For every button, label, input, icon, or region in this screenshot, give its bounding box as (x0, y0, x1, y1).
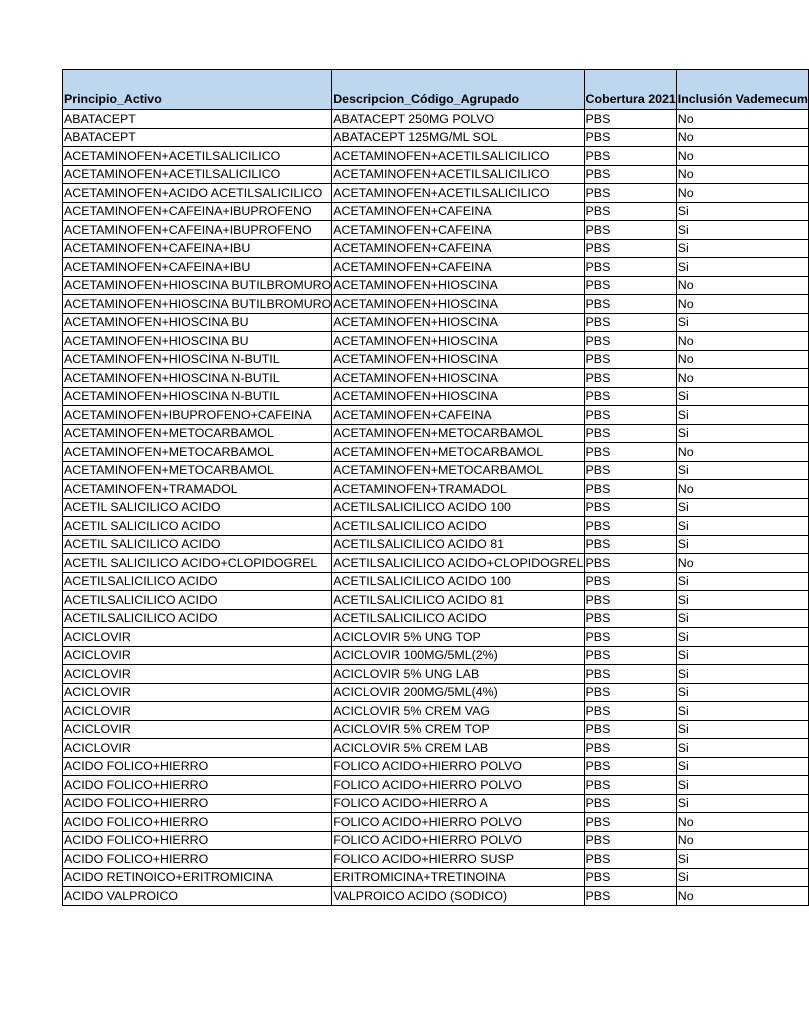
cell-principio-activo[interactable]: ACIDO FOLICO+HIERRO (63, 776, 332, 795)
cell-principio-activo[interactable]: ACETAMINOFEN+ACETILSALICILICO (63, 147, 332, 166)
cell-principio-activo[interactable]: ACICLOVIR (63, 683, 332, 702)
table-row (63, 683, 809, 702)
cell-principio-activo[interactable]: ACETIL SALICILICO ACIDO+CLOPIDOGREL (63, 554, 332, 573)
table-row (63, 276, 809, 295)
table-row (63, 554, 809, 573)
cell-descripcion[interactable]: ACETAMINOFEN+CAFEINA (332, 202, 584, 221)
cell-descripcion[interactable]: ACETILSALICILICO ACIDO 81 (332, 591, 584, 610)
header-cobertura[interactable]: Cobertura 2021 (584, 70, 676, 110)
table-row (63, 628, 809, 647)
cell-descripcion[interactable]: ACETILSALICILICO ACIDO 100 (332, 572, 584, 591)
cell-cobertura[interactable]: PBS (584, 221, 676, 240)
table-row (63, 517, 809, 536)
cell-descripcion[interactable]: ACETAMINOFEN+CAFEINA (332, 258, 584, 277)
cell-descripcion[interactable]: ACETAMINOFEN+CAFEINA (332, 221, 584, 240)
cell-inclusion[interactable]: Si (676, 720, 808, 739)
cell-inclusion[interactable]: No (676, 332, 808, 351)
cell-descripcion[interactable]: ACETILSALICILICO ACIDO (332, 609, 584, 628)
cell-principio-activo[interactable]: ACICLOVIR (63, 628, 332, 647)
cell-principio-activo[interactable]: ACICLOVIR (63, 646, 332, 665)
cell-descripcion[interactable]: ABATACEPT 250MG POLVO (332, 110, 584, 129)
cell-principio-activo[interactable]: ACETIL SALICILICO ACIDO (63, 517, 332, 536)
table-row (63, 572, 809, 591)
cell-cobertura[interactable]: PBS (584, 535, 676, 554)
cell-cobertura[interactable]: PBS (584, 128, 676, 147)
cell-cobertura[interactable]: PBS (584, 628, 676, 647)
cell-cobertura[interactable]: PBS (584, 591, 676, 610)
cell-inclusion[interactable]: Si (676, 535, 808, 554)
cell-inclusion[interactable]: No (676, 554, 808, 573)
cell-inclusion[interactable]: Si (676, 868, 808, 887)
cell-descripcion[interactable]: ACETAMINOFEN+TRAMADOL (332, 480, 584, 499)
cell-cobertura[interactable]: PBS (584, 683, 676, 702)
cell-inclusion[interactable]: Si (676, 628, 808, 647)
cell-cobertura[interactable]: PBS (584, 480, 676, 499)
cell-cobertura[interactable]: PBS (584, 850, 676, 869)
cell-inclusion[interactable]: No (676, 350, 808, 369)
cell-descripcion[interactable]: ACICLOVIR 5% UNG TOP (332, 628, 584, 647)
cell-descripcion[interactable]: ACICLOVIR 200MG/5ML(4%) (332, 683, 584, 702)
cell-inclusion[interactable]: No (676, 165, 808, 184)
cell-inclusion[interactable]: No (676, 128, 808, 147)
table-row (63, 184, 809, 203)
cell-principio-activo[interactable]: ACETILSALICILICO ACIDO (63, 572, 332, 591)
cell-descripcion[interactable]: ACETILSALICILICO ACIDO+CLOPIDOGREL (332, 554, 584, 573)
cell-cobertura[interactable]: PBS (584, 739, 676, 758)
cell-descripcion[interactable]: ACETAMINOFEN+HIOSCINA (332, 369, 584, 388)
cell-cobertura[interactable]: PBS (584, 350, 676, 369)
cell-descripcion[interactable]: ACETILSALICILICO ACIDO 81 (332, 535, 584, 554)
cell-descripcion[interactable]: FOLICO ACIDO+HIERRO A (332, 794, 584, 813)
cell-cobertura[interactable]: PBS (584, 498, 676, 517)
cell-inclusion[interactable]: Si (676, 776, 808, 795)
cell-cobertura[interactable]: PBS (584, 110, 676, 129)
cell-principio-activo[interactable]: ACETAMINOFEN+CAFEINA+IBUPROFENO (63, 202, 332, 221)
table-row (63, 350, 809, 369)
cell-inclusion[interactable]: No (676, 276, 808, 295)
cell-inclusion[interactable]: Si (676, 794, 808, 813)
cell-inclusion[interactable]: Si (676, 609, 808, 628)
cell-descripcion[interactable]: FOLICO ACIDO+HIERRO POLVO (332, 813, 584, 832)
cell-cobertura[interactable]: PBS (584, 554, 676, 573)
cell-cobertura[interactable]: PBS (584, 147, 676, 166)
cell-inclusion[interactable]: Si (676, 424, 808, 443)
cell-principio-activo[interactable]: ACETAMINOFEN+METOCARBAMOL (63, 424, 332, 443)
cell-inclusion[interactable]: No (676, 295, 808, 314)
cell-principio-activo[interactable]: ACETILSALICILICO ACIDO (63, 591, 332, 610)
cell-descripcion[interactable]: ABATACEPT 125MG/ML SOL (332, 128, 584, 147)
cell-inclusion[interactable]: Si (676, 591, 808, 610)
table-row (63, 110, 809, 129)
table-row (63, 480, 809, 499)
cell-inclusion[interactable]: Si (676, 387, 808, 406)
cell-principio-activo[interactable]: ACETAMINOFEN+METOCARBAMOL (63, 461, 332, 480)
table-row (63, 813, 809, 832)
table-row (63, 739, 809, 758)
table-row (63, 498, 809, 517)
cell-cobertura[interactable]: PBS (584, 332, 676, 351)
cell-descripcion[interactable]: ACETAMINOFEN+HIOSCINA (332, 276, 584, 295)
cell-principio-activo[interactable]: ACETAMINOFEN+HIOSCINA N-BUTIL (63, 369, 332, 388)
cell-cobertura[interactable]: PBS (584, 239, 676, 258)
cell-principio-activo[interactable]: ACIDO FOLICO+HIERRO (63, 850, 332, 869)
cell-descripcion[interactable]: FOLICO ACIDO+HIERRO POLVO (332, 776, 584, 795)
table-row (63, 461, 809, 480)
cell-principio-activo[interactable]: ACETAMINOFEN+HIOSCINA BU (63, 332, 332, 351)
cell-cobertura[interactable]: PBS (584, 443, 676, 462)
cell-cobertura[interactable]: PBS (584, 646, 676, 665)
cell-inclusion[interactable]: No (676, 184, 808, 203)
cell-cobertura[interactable]: PBS (584, 887, 676, 906)
cell-inclusion[interactable]: Si (676, 646, 808, 665)
cell-cobertura[interactable]: PBS (584, 794, 676, 813)
cell-cobertura[interactable]: PBS (584, 461, 676, 480)
cell-principio-activo[interactable]: ACETAMINOFEN+CAFEINA+IBU (63, 258, 332, 277)
cell-descripcion[interactable]: ACETAMINOFEN+HIOSCINA (332, 387, 584, 406)
cell-descripcion[interactable]: ACETAMINOFEN+CAFEINA (332, 406, 584, 425)
header-descripcion-codigo[interactable]: Descripcion_Código_Agrupado (332, 70, 584, 110)
cell-descripcion[interactable]: ERITROMICINA+TRETINOINA (332, 868, 584, 887)
cell-cobertura[interactable]: PBS (584, 831, 676, 850)
cell-inclusion[interactable]: Si (676, 517, 808, 536)
header-principio-activo[interactable]: Principio_Activo (63, 70, 332, 110)
table-row (63, 424, 809, 443)
cell-principio-activo[interactable]: ACETIL SALICILICO ACIDO (63, 535, 332, 554)
table-row (63, 665, 809, 684)
cell-cobertura[interactable]: PBS (584, 868, 676, 887)
cell-descripcion[interactable]: ACETAMINOFEN+ACETILSALICILICO (332, 147, 584, 166)
cell-cobertura[interactable]: PBS (584, 258, 676, 277)
cell-cobertura[interactable]: PBS (584, 276, 676, 295)
table-row (63, 720, 809, 739)
cell-cobertura[interactable]: PBS (584, 609, 676, 628)
cell-inclusion[interactable]: No (676, 887, 808, 906)
spreadsheet-table (62, 69, 809, 906)
cell-principio-activo[interactable]: ACETAMINOFEN+HIOSCINA N-BUTIL (63, 350, 332, 369)
table-row (63, 295, 809, 314)
cell-cobertura[interactable]: PBS (584, 757, 676, 776)
cell-inclusion[interactable]: No (676, 813, 808, 832)
cell-inclusion[interactable]: Si (676, 406, 808, 425)
table-row (63, 387, 809, 406)
cell-cobertura[interactable]: PBS (584, 665, 676, 684)
cell-descripcion[interactable]: FOLICO ACIDO+HIERRO POLVO (332, 831, 584, 850)
cell-inclusion[interactable]: Si (676, 258, 808, 277)
cell-principio-activo[interactable]: ACICLOVIR (63, 702, 332, 721)
cell-cobertura[interactable]: PBS (584, 295, 676, 314)
cell-cobertura[interactable]: PBS (584, 572, 676, 591)
cell-inclusion[interactable]: No (676, 443, 808, 462)
table-row (63, 757, 809, 776)
cell-principio-activo[interactable]: ABATACEPT (63, 128, 332, 147)
cell-descripcion[interactable]: ACETILSALICILICO ACIDO 100 (332, 498, 584, 517)
table-row (63, 258, 809, 277)
cell-descripcion[interactable]: ACICLOVIR 5% CREM LAB (332, 739, 584, 758)
cell-cobertura[interactable]: PBS (584, 313, 676, 332)
cell-inclusion[interactable]: No (676, 110, 808, 129)
cell-principio-activo[interactable]: ACETAMINOFEN+HIOSCINA BUTILBROMURO (63, 276, 332, 295)
cell-descripcion[interactable]: ACICLOVIR 5% CREM VAG (332, 702, 584, 721)
cell-inclusion[interactable]: Si (676, 498, 808, 517)
cell-principio-activo[interactable]: ACETAMINOFEN+CAFEINA+IBUPROFENO (63, 221, 332, 240)
cell-descripcion[interactable]: ACETAMINOFEN+HIOSCINA (332, 332, 584, 351)
cell-principio-activo[interactable]: ACETIL SALICILICO ACIDO (63, 498, 332, 517)
cell-principio-activo[interactable]: ACETAMINOFEN+CAFEINA+IBU (63, 239, 332, 258)
table-row (63, 609, 809, 628)
cell-principio-activo[interactable]: ACIDO VALPROICO (63, 887, 332, 906)
cell-principio-activo[interactable]: ACETAMINOFEN+METOCARBAMOL (63, 443, 332, 462)
cell-principio-activo[interactable]: ACIDO FOLICO+HIERRO (63, 813, 332, 832)
table-row (63, 165, 809, 184)
cell-principio-activo[interactable]: ACETAMINOFEN+HIOSCINA N-BUTIL (63, 387, 332, 406)
cell-inclusion[interactable]: Si (676, 313, 808, 332)
cell-principio-activo[interactable]: ABATACEPT (63, 110, 332, 129)
cell-inclusion[interactable]: Si (676, 683, 808, 702)
cell-principio-activo[interactable]: ACETAMINOFEN+ACIDO ACETILSALICILICO (63, 184, 332, 203)
cell-inclusion[interactable]: No (676, 147, 808, 166)
cell-principio-activo[interactable]: ACIDO RETINOICO+ERITROMICINA (63, 868, 332, 887)
table-row (63, 702, 809, 721)
cell-descripcion[interactable]: ACETILSALICILICO ACIDO (332, 517, 584, 536)
cell-cobertura[interactable]: PBS (584, 406, 676, 425)
cell-descripcion[interactable]: ACETAMINOFEN+ACETILSALICILICO (332, 165, 584, 184)
cell-descripcion[interactable]: ACETAMINOFEN+HIOSCINA (332, 313, 584, 332)
cell-descripcion[interactable]: ACICLOVIR 100MG/5ML(2%) (332, 646, 584, 665)
cell-inclusion[interactable]: No (676, 831, 808, 850)
cell-cobertura[interactable]: PBS (584, 720, 676, 739)
cell-cobertura[interactable]: PBS (584, 202, 676, 221)
table-row (63, 591, 809, 610)
cell-principio-activo[interactable]: ACIDO FOLICO+HIERRO (63, 757, 332, 776)
cell-descripcion[interactable]: FOLICO ACIDO+HIERRO POLVO (332, 757, 584, 776)
cell-principio-activo[interactable]: ACETILSALICILICO ACIDO (63, 609, 332, 628)
cell-inclusion[interactable]: Si (676, 850, 808, 869)
cell-principio-activo[interactable]: ACETAMINOFEN+HIOSCINA BUTILBROMURO (63, 295, 332, 314)
table-row (63, 369, 809, 388)
cell-cobertura[interactable]: PBS (584, 517, 676, 536)
cell-cobertura[interactable]: PBS (584, 165, 676, 184)
table-row (63, 776, 809, 795)
table-row (63, 128, 809, 147)
cell-principio-activo[interactable]: ACETAMINOFEN+TRAMADOL (63, 480, 332, 499)
cell-inclusion[interactable]: Si (676, 702, 808, 721)
table-body (63, 110, 809, 906)
cell-descripcion[interactable]: ACETAMINOFEN+METOCARBAMOL (332, 461, 584, 480)
table-row (63, 646, 809, 665)
cell-principio-activo[interactable]: ACETAMINOFEN+ACETILSALICILICO (63, 165, 332, 184)
table-row (63, 443, 809, 462)
table-row (63, 147, 809, 166)
cell-cobertura[interactable]: PBS (584, 387, 676, 406)
cell-descripcion[interactable]: ACETAMINOFEN+HIOSCINA (332, 295, 584, 314)
cell-inclusion[interactable]: Si (676, 221, 808, 240)
cell-cobertura[interactable]: PBS (584, 813, 676, 832)
cell-descripcion[interactable]: ACETAMINOFEN+HIOSCINA (332, 350, 584, 369)
cell-principio-activo[interactable]: ACIDO FOLICO+HIERRO (63, 794, 332, 813)
cell-inclusion[interactable]: Si (676, 739, 808, 758)
cell-cobertura[interactable]: PBS (584, 184, 676, 203)
cell-descripcion[interactable]: VALPROICO ACIDO (SODICO) (332, 887, 584, 906)
cell-principio-activo[interactable]: ACETAMINOFEN+HIOSCINA BU (63, 313, 332, 332)
cell-principio-activo[interactable]: ACICLOVIR (63, 720, 332, 739)
header-inclusion-vademecum[interactable]: Inclusión Vademecum (676, 70, 808, 110)
cell-cobertura[interactable]: PBS (584, 424, 676, 443)
cell-inclusion[interactable]: Si (676, 202, 808, 221)
table-row (63, 868, 809, 887)
cell-cobertura[interactable]: PBS (584, 776, 676, 795)
table-row (63, 332, 809, 351)
table-row (63, 202, 809, 221)
cell-descripcion[interactable]: ACETAMINOFEN+METOCARBAMOL (332, 424, 584, 443)
cell-inclusion[interactable]: Si (676, 239, 808, 258)
cell-descripcion[interactable]: ACETAMINOFEN+ACETILSALICILICO (332, 184, 584, 203)
cell-cobertura[interactable]: PBS (584, 369, 676, 388)
cell-principio-activo[interactable]: ACETAMINOFEN+IBUPROFENO+CAFEINA (63, 406, 332, 425)
cell-principio-activo[interactable]: ACIDO FOLICO+HIERRO (63, 831, 332, 850)
cell-principio-activo[interactable]: ACICLOVIR (63, 665, 332, 684)
cell-inclusion[interactable]: Si (676, 572, 808, 591)
table-row (63, 313, 809, 332)
cell-inclusion[interactable]: Si (676, 461, 808, 480)
table-row (63, 850, 809, 869)
table-row (63, 887, 809, 906)
cell-descripcion[interactable]: ACICLOVIR 5% CREM TOP (332, 720, 584, 739)
cell-descripcion[interactable]: FOLICO ACIDO+HIERRO SUSP (332, 850, 584, 869)
table-row (63, 831, 809, 850)
cell-descripcion[interactable]: ACETAMINOFEN+METOCARBAMOL (332, 443, 584, 462)
cell-descripcion[interactable]: ACICLOVIR 5% UNG LAB (332, 665, 584, 684)
header-row (63, 70, 809, 110)
cell-inclusion[interactable]: No (676, 480, 808, 499)
cell-principio-activo[interactable]: ACICLOVIR (63, 739, 332, 758)
cell-descripcion[interactable]: ACETAMINOFEN+CAFEINA (332, 239, 584, 258)
cell-inclusion[interactable]: Si (676, 757, 808, 776)
table-row (63, 794, 809, 813)
table-row (63, 239, 809, 258)
table-row (63, 535, 809, 554)
cell-inclusion[interactable]: Si (676, 665, 808, 684)
table-row (63, 406, 809, 425)
table-row (63, 221, 809, 240)
cell-inclusion[interactable]: No (676, 369, 808, 388)
cell-cobertura[interactable]: PBS (584, 702, 676, 721)
